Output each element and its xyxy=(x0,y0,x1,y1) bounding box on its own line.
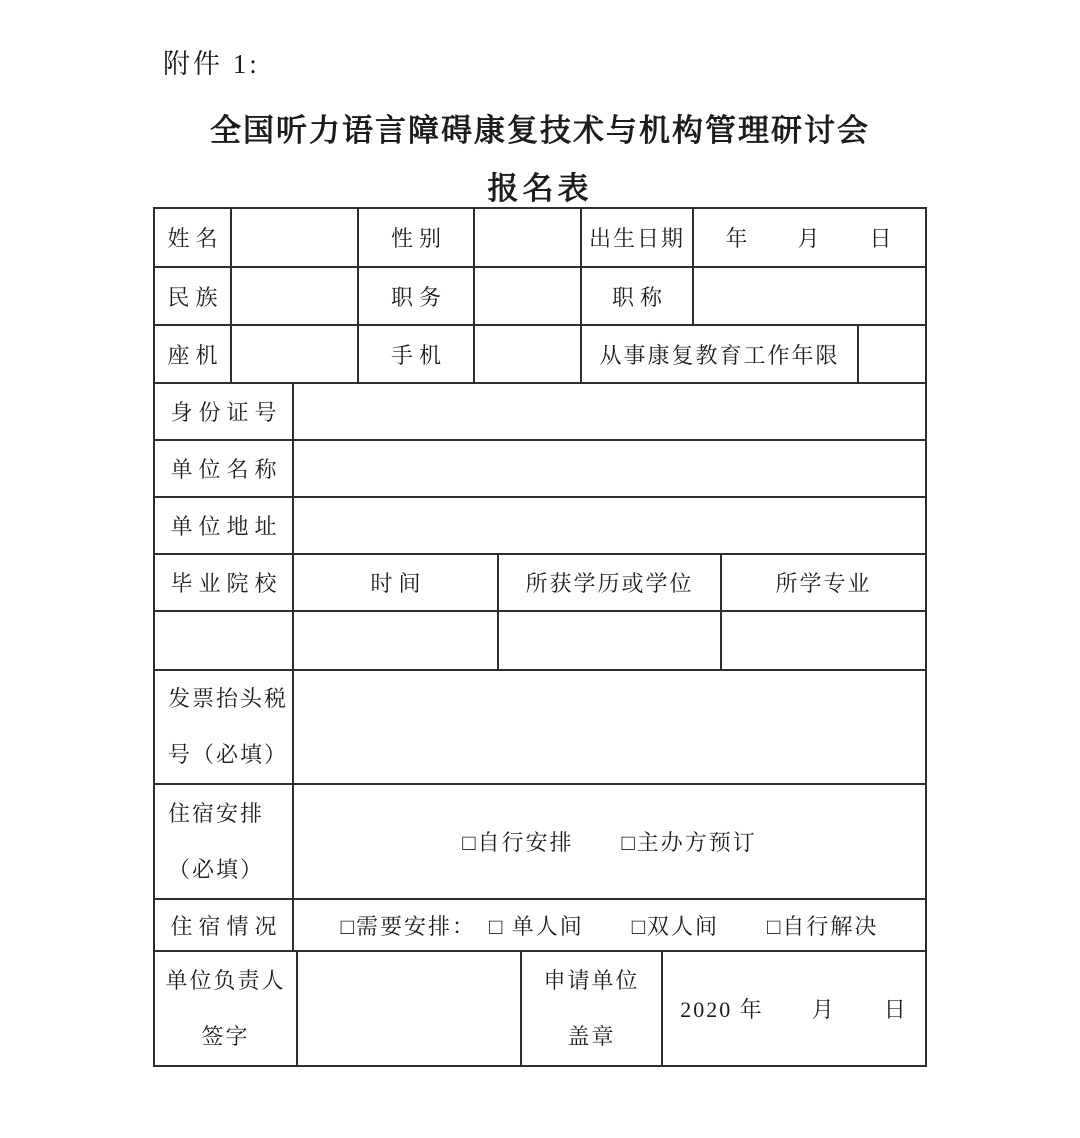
gender-label-cell: 性别 xyxy=(359,209,475,268)
time-value-cell xyxy=(294,612,499,671)
ethnicity-value-cell xyxy=(232,268,359,326)
row-education-header xyxy=(155,555,927,612)
signoff-date-cell: 2020 年 月 日 xyxy=(663,952,927,1067)
row-personal-2 xyxy=(155,268,927,326)
major-value-cell xyxy=(722,612,927,671)
id-number-value-cell xyxy=(294,384,927,441)
work-years-label-cell: 从事康复教育工作年限 xyxy=(582,326,859,384)
id-number-label-cell: 身份证号 xyxy=(155,384,294,441)
ethnicity-label-cell: 民族 xyxy=(155,268,232,326)
name-value-cell xyxy=(232,209,359,268)
birth-date-label-cell: 出生日期 xyxy=(582,209,694,268)
degree-value-cell xyxy=(499,612,722,671)
signature-value-cell xyxy=(298,952,522,1067)
major-label-cell: 所学专业 xyxy=(722,555,927,612)
signature-label-line1: 单位负责人 xyxy=(165,967,286,993)
degree-label-cell: 所获学历或学位 xyxy=(499,555,722,612)
lodging-label-line2: （必填） xyxy=(168,856,265,882)
invoice-label-line1: 发票抬头税 xyxy=(168,686,289,711)
time-label-cell: 时间 xyxy=(294,555,499,612)
row-org-name xyxy=(155,441,927,498)
lodging-label-cell xyxy=(155,785,294,900)
position-value-cell xyxy=(475,268,582,326)
gender-value-cell xyxy=(475,209,582,268)
invoice-label-cell xyxy=(155,671,294,785)
lodging-status-options-cell: □需要安排： □ 单人间 □双人间 □自行解决 xyxy=(294,900,927,952)
position-label-cell: 职务 xyxy=(359,268,475,326)
lodging-options-cell: □自行安排 □主办方预订 xyxy=(294,785,927,900)
stamp-label-line1: 申请单位 xyxy=(543,967,640,993)
landline-value-cell xyxy=(232,326,359,384)
signature-label-cell xyxy=(155,952,298,1067)
stamp-label-line2: 盖章 xyxy=(567,1023,616,1049)
job-title-value-cell xyxy=(694,268,927,326)
document-subtitle: 报名表 xyxy=(487,171,593,206)
org-address-value-cell xyxy=(294,498,927,555)
invoice-label-line2: 号（必填） xyxy=(168,742,289,767)
mobile-label-cell: 手机 xyxy=(359,326,475,384)
landline-label-cell: 座机 xyxy=(155,326,232,384)
signature-label-line2: 签字 xyxy=(201,1023,250,1049)
document-title: 全国听力语言障碍康复技术与机构管理研讨会 xyxy=(210,113,870,148)
org-name-value-cell xyxy=(294,441,927,498)
birth-date-value-cell: 年 月 日 xyxy=(694,209,927,268)
name-label-cell: 姓名 xyxy=(155,209,232,268)
lodging-status-label-cell: 住宿情况 xyxy=(155,900,294,952)
registration-form-table xyxy=(153,207,927,1067)
row-lodging-status xyxy=(155,900,927,952)
school-label-cell: 毕业院校 xyxy=(155,555,294,612)
row-org-address xyxy=(155,498,927,555)
school-value-cell xyxy=(155,612,294,671)
mobile-value-cell xyxy=(475,326,582,384)
row-id-number xyxy=(155,384,927,441)
row-invoice xyxy=(155,671,927,785)
job-title-label-cell: 职称 xyxy=(582,268,694,326)
row-personal-1 xyxy=(155,209,927,268)
row-signoff xyxy=(155,952,927,1067)
org-name-label-cell: 单位名称 xyxy=(155,441,294,498)
work-years-value-cell xyxy=(859,326,927,384)
row-education-entry xyxy=(155,612,927,671)
attachment-label: 附件 1: xyxy=(163,49,260,79)
stamp-label-cell xyxy=(522,952,663,1067)
lodging-label-line1: 住宿安排 xyxy=(168,800,265,826)
invoice-value-cell xyxy=(294,671,927,785)
row-lodging xyxy=(155,785,927,900)
org-address-label-cell: 单位地址 xyxy=(155,498,294,555)
row-personal-3 xyxy=(155,326,927,384)
